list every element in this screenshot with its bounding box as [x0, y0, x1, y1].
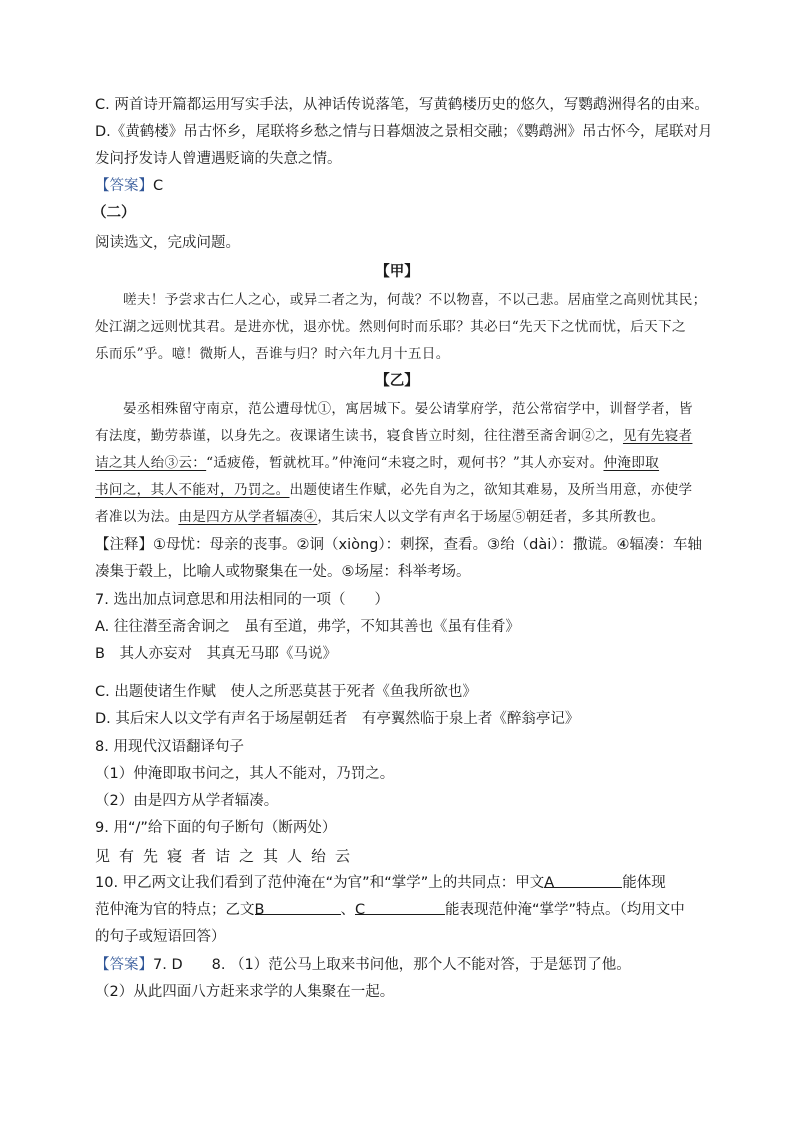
- q10-text: 能表现范仲淹“掌学”特点。（均用文中: [445, 902, 685, 918]
- question-10-line1: [95, 873, 666, 893]
- answer-label: 【答案】: [95, 178, 153, 194]
- notes-line2: 凑集于毂上，比喻人或物聚集在一处。⑤场屋：科举考场。: [95, 564, 471, 580]
- option-d-line1: D.《黄鹤楼》吊古怀乡，尾联将乡愁之情与日暮烟波之景相交融；《鹦鹉洲》吊古怀今，尾联对月: [95, 124, 713, 140]
- jia-line2: 处江湖之远则忧其君。是进亦忧，退亦忧。然则何时而乐耶？其必曰“先天下之忧而忧，后天下之: [95, 319, 686, 335]
- q10-text: 能体现: [622, 875, 666, 891]
- yi-text: ，其后宋人以文学有声名于场屋⑤朝廷者，多其所教也。: [317, 509, 665, 525]
- jia-line3: 乐而乐”乎。噫！微斯人，吾谁与归？时六年九月十五日。: [95, 346, 450, 362]
- question-7-option-c: C. 出题使诸生作赋 使人之所恶莫甚于死者《鱼我所欲也》: [95, 684, 477, 700]
- yi-line5: [95, 507, 665, 527]
- blank-b[interactable]: [254, 900, 341, 918]
- passage-yi-title: 【乙】: [375, 373, 419, 389]
- question-8-part2: （2）由是四方从学者辐凑。: [95, 793, 279, 809]
- answer-2-line2: （2）从此四面八方赶来求学的人集聚在一起。: [95, 984, 395, 1000]
- instruction: 阅读选文，完成问题。: [95, 235, 240, 251]
- answer-text: 7. D 8. （1）范公马上取来书问他，那个人不能对答，于是惩罚了他。: [153, 957, 631, 973]
- yi-line4: [95, 480, 692, 500]
- underlined-sentence: 诘之其人绐③云：: [95, 455, 207, 471]
- notes-text: ①母忧：母亲的丧事。②诇（xiòng）：刺探，查看。③绐（dài）：撒谎。④辐凑：车轴: [153, 537, 702, 553]
- blank-a-label: A: [544, 875, 555, 891]
- notes-line1: [95, 535, 702, 555]
- blank-c[interactable]: [355, 900, 445, 918]
- yi-line2: [95, 426, 692, 446]
- q10-text: 、: [340, 902, 355, 918]
- underlined-sentence: 见有先寝者: [622, 428, 693, 444]
- question-10-line2: [95, 900, 685, 920]
- answer-2: [95, 955, 631, 975]
- notes-label: 【注释】: [95, 537, 153, 553]
- question-7-option-b: B 其人亦妄对 其真无马耶《马说》: [95, 646, 337, 662]
- question-9-sentence: 见有先寝者诘之其人绐云: [95, 847, 360, 865]
- q10-text: 范仲淹为官的特点；乙文: [95, 902, 255, 918]
- answer-label: 【答案】: [95, 957, 153, 973]
- q10-text: 10. 甲乙两文让我们看到了范仲淹在“为官”和“掌学”上的共同点：甲文: [95, 875, 545, 891]
- blank-a[interactable]: [544, 873, 622, 891]
- question-7: 7. 选出加点词意思和用法相同的一项（ ）: [95, 592, 389, 608]
- underlined-sentence: 书问之，其人不能对，乃罚之。: [95, 482, 290, 498]
- yi-text: 有法度，勤劳恭谨，以身先之。夜课诸生读书，寝食皆立时刻，往往潜至斋舍诇②之，: [95, 428, 623, 444]
- blank-b-label: B: [254, 902, 265, 918]
- option-c: C. 两首诗开篇都运用写实手法，从神话传说落笔，写黄鹤楼历史的悠久，写鹦鹉洲得名的由来。: [95, 97, 709, 113]
- yi-text: 者准以为法。: [95, 509, 179, 525]
- answer-1: [95, 176, 163, 196]
- jia-line1: 嗟夫！予尝求古仁人之心，或异二者之为，何哉？不以物喜，不以己悲。居庙堂之高则忧其民；: [123, 292, 707, 308]
- yi-line3: [95, 453, 659, 473]
- blank-c-label: C: [355, 902, 366, 918]
- question-9: 9. 用“/”给下面的句子断句（断两处）: [95, 820, 337, 836]
- option-d-line2: 发问抒发诗人曾遭遇贬谪的失意之情。: [95, 151, 342, 167]
- underlined-sentence: 由是四方从学者辐凑④: [178, 509, 318, 525]
- section-heading: （二）: [92, 205, 136, 221]
- yi-text: 出题使诸生作赋，必先自为之，欲知其难易，及所当用意，亦使学: [289, 482, 693, 498]
- yi-text: “适疲倦，暂就枕耳。”仲淹问“未寝之时，观何书？”其人亦妄对。: [206, 455, 604, 471]
- question-8-part1: （1）仲淹即取书问之，其人不能对，乃罚之。: [95, 766, 395, 782]
- question-8: 8. 用现代汉语翻译句子: [95, 739, 244, 755]
- question-10-line3: 的句子或短语回答）: [95, 929, 226, 945]
- question-7-option-d: D. 其后宋人以文学有声名于场屋朝廷者 有亭翼然临于泉上者《醉翁亭记》: [95, 711, 580, 727]
- answer-value: C: [153, 178, 164, 194]
- underlined-sentence: 仲淹即取: [603, 455, 660, 471]
- passage-jia-title: 【甲】: [375, 264, 419, 280]
- question-7-option-a: A. 往往潜至斋舍诇之 虽有至道，弗学，不知其善也《虽有佳肴》: [95, 619, 520, 635]
- yi-line1: 晏丞相殊留守南京，范公遭母忧①，寓居城下。晏公请掌府学，范公常宿学中，训督学者，皆: [123, 401, 693, 417]
